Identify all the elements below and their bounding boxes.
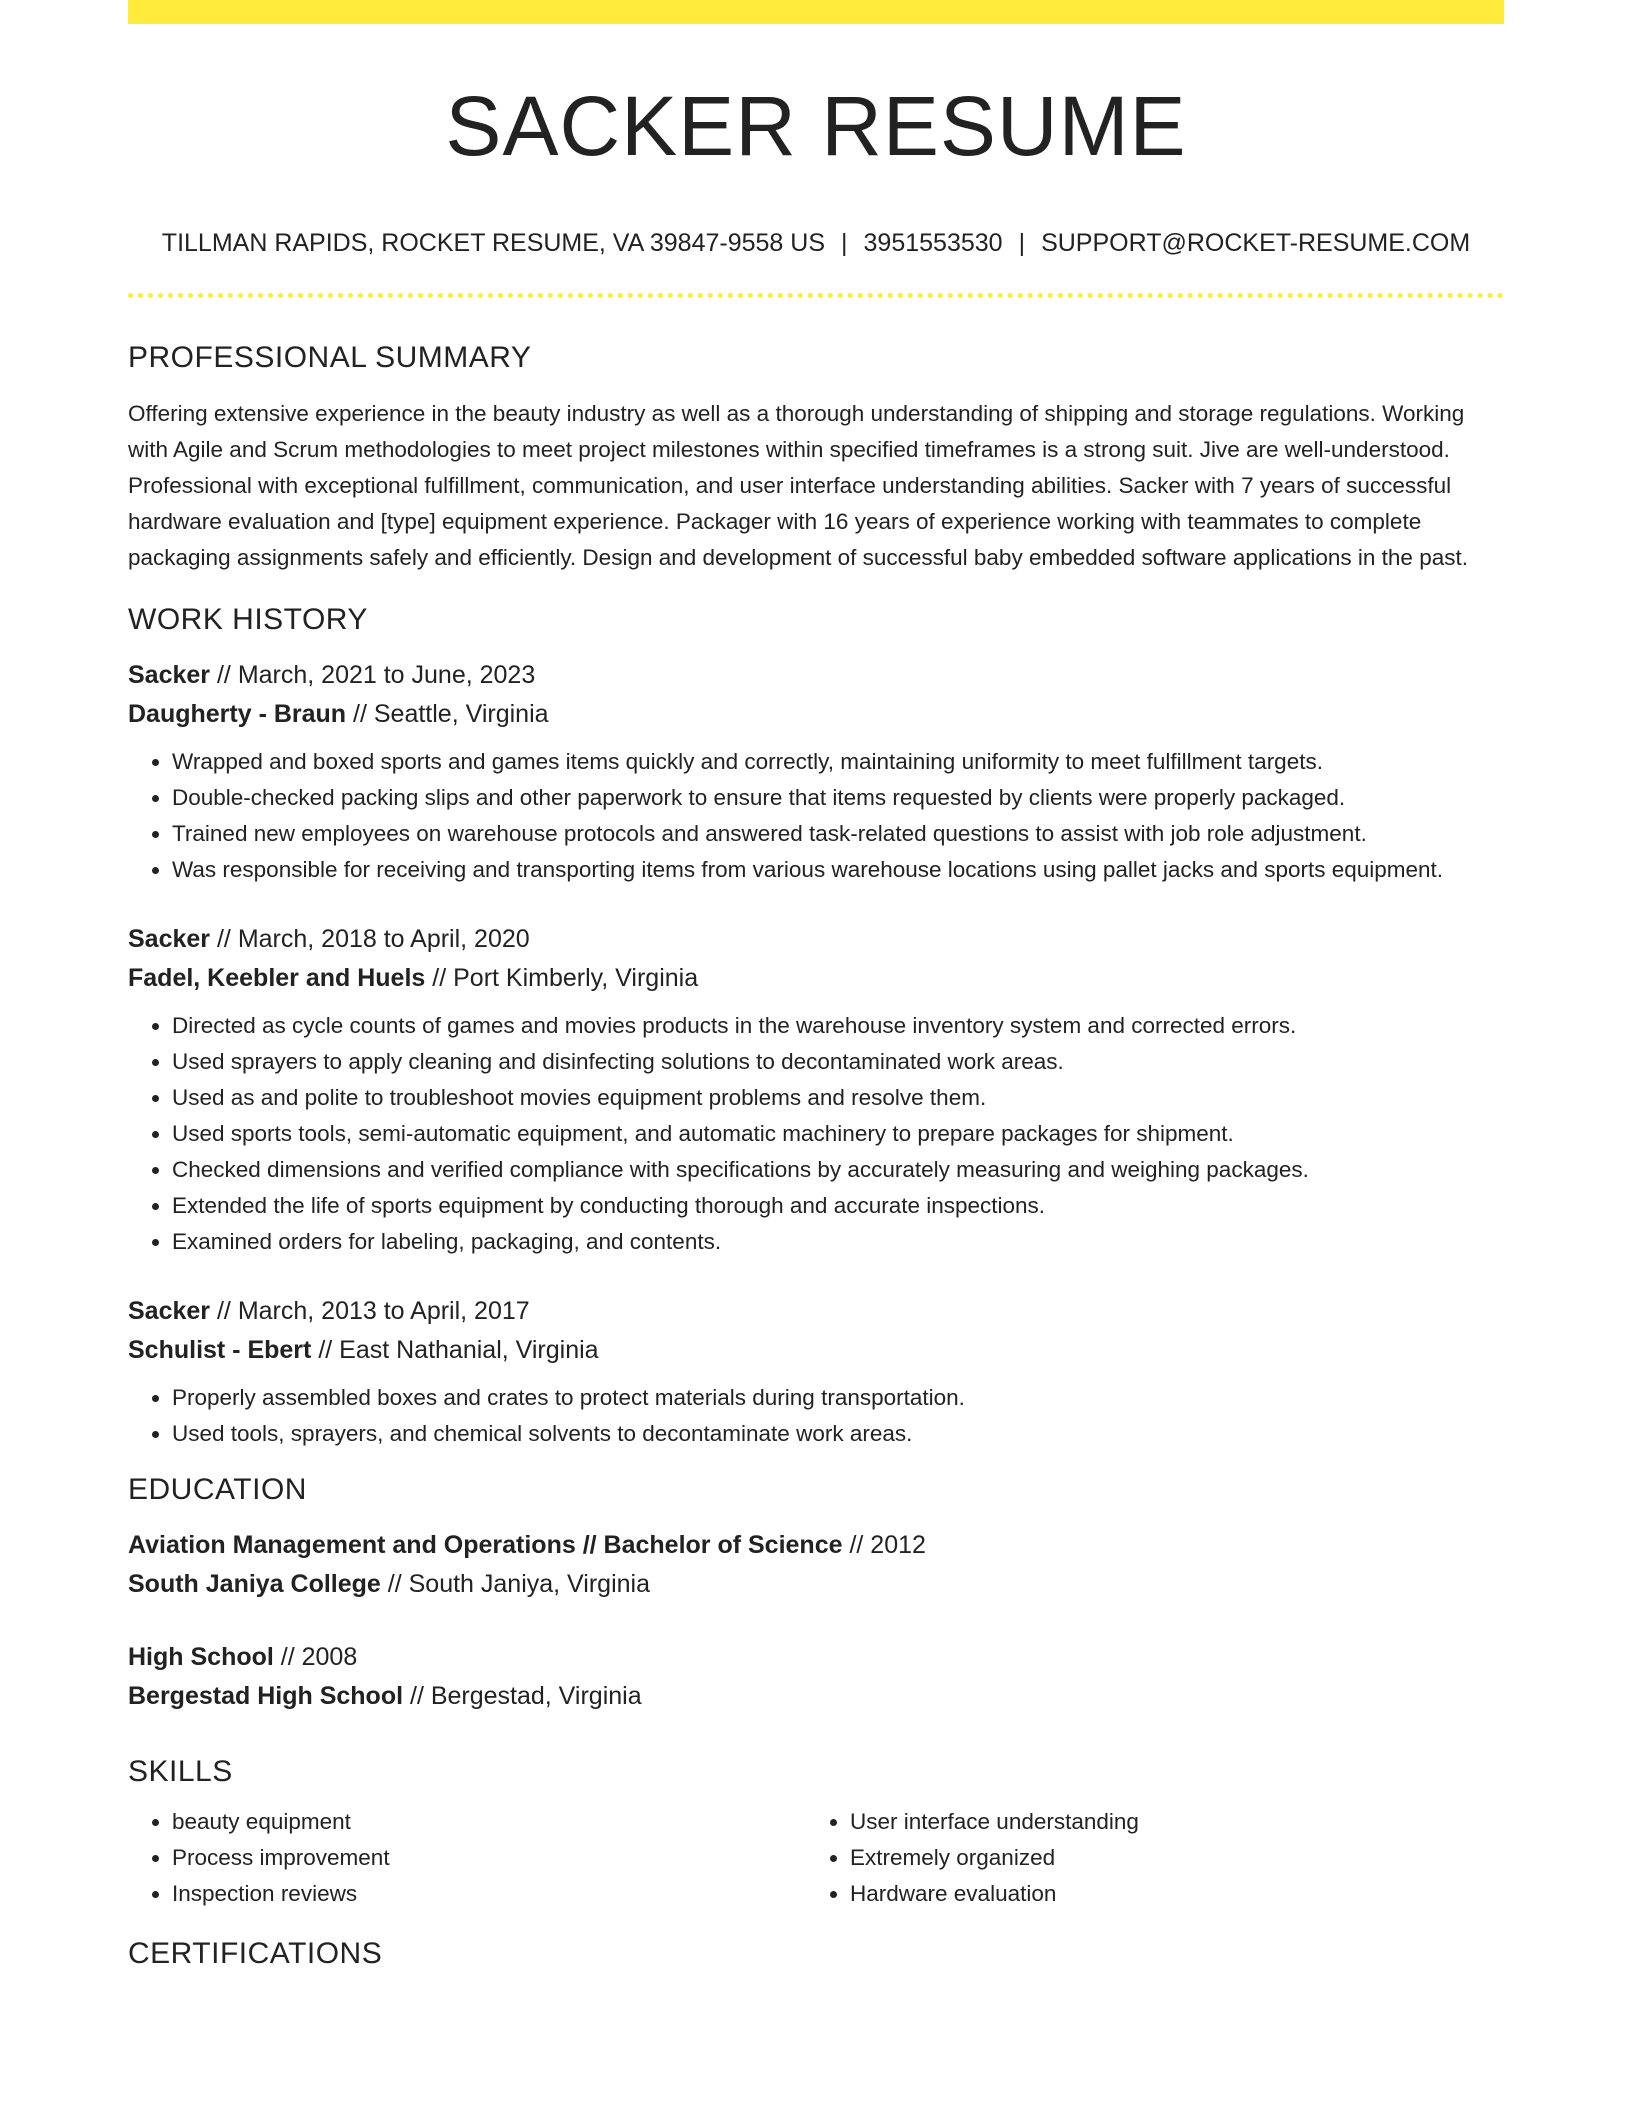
education-location: // South Janiya, Virginia: [380, 1570, 650, 1598]
contact-address: TILLMAN RAPIDS, ROCKET RESUME, VA 39847-9558 US: [161, 229, 826, 257]
education-degree-line: [128, 1638, 1504, 1677]
list-item: • Was responsible for receiving and transporting items from various warehouse locations using pallet jacks and sports equipment.: [172, 852, 1504, 888]
job-location: // East Nathanial, Virginia: [311, 1336, 599, 1364]
education-entry: [128, 1638, 1504, 1716]
list-item: • Examined orders for labeling, packaging, and contents.: [172, 1224, 1504, 1260]
list-item: • Used tools, sprayers, and chemical solvents to decontaminate work areas.: [172, 1416, 1504, 1452]
job-dates: // March, 2013 to April, 2017: [210, 1297, 530, 1325]
job-location: // Seattle, Virginia: [346, 700, 549, 728]
job-company: Daugherty - Braun: [128, 700, 347, 728]
contact-separator: |: [841, 229, 848, 257]
job-dates: // March, 2021 to June, 2023: [210, 661, 536, 689]
education-location: // Bergestad, Virginia: [403, 1682, 642, 1710]
skills-column-right: [806, 1804, 1484, 1912]
accent-bar: [128, 0, 1504, 24]
education-degree: High School: [128, 1643, 274, 1671]
education-school-line: [128, 1565, 1504, 1604]
job-company: Schulist - Ebert: [128, 1336, 312, 1364]
list-item: • Checked dimensions and verified compliance with specifications by accurately measuring and weighing packages.: [172, 1152, 1504, 1188]
list-item: • Used sports tools, semi-automatic equipment, and automatic machinery to prepare packages for shipment.: [172, 1116, 1504, 1152]
education-school-line: [128, 1677, 1504, 1716]
job-company-line: [128, 959, 1504, 998]
list-item: • Extended the life of sports equipment by conducting thorough and accurate inspections.: [172, 1188, 1504, 1224]
skills-column-left: [128, 1804, 806, 1912]
education-year: // 2012: [842, 1531, 926, 1559]
list-item: • Properly assembled boxes and crates to protect materials during transportation.: [172, 1380, 1504, 1416]
section-title-skills: SKILLS: [128, 1755, 233, 1788]
contact-email: SUPPORT@ROCKET-RESUME.COM: [1041, 229, 1471, 257]
job-bullets: [128, 1380, 1504, 1452]
dotted-divider: [128, 293, 1504, 298]
job-bullets: [128, 1008, 1504, 1260]
education-school: Bergestad High School: [128, 1682, 404, 1710]
skills-grid: [128, 1804, 1504, 1912]
job-location: // Port Kimberly, Virginia: [425, 964, 699, 992]
contact-phone: 3951553530: [863, 229, 1003, 257]
section-title-education: EDUCATION: [128, 1473, 307, 1506]
job-entry: [128, 656, 1504, 888]
list-item: • Wrapped and boxed sports and games items quickly and correctly, maintaining uniformity to meet fulfillment targets.: [172, 744, 1504, 780]
job-role: Sacker: [128, 1297, 211, 1325]
section-title-certifications: CERTIFICATIONS: [128, 1937, 383, 1970]
job-company-line: [128, 1331, 1504, 1370]
list-item: • Trained new employees on warehouse protocols and answered task-related questions to assist with job role adjustment.: [172, 816, 1504, 852]
list-item: • Used as and polite to troubleshoot movies equipment problems and resolve them.: [172, 1080, 1504, 1116]
list-item: • Extremely organized: [850, 1840, 1484, 1876]
list-item: • beauty equipment: [172, 1804, 806, 1840]
list-item: • Double-checked packing slips and other paperwork to ensure that items requested by clients were properly packaged.: [172, 780, 1504, 816]
list-item: • Inspection reviews: [172, 1876, 806, 1912]
education-degree: Aviation Management and Operations // Bachelor of Science: [128, 1531, 843, 1559]
contact-line: [128, 228, 1504, 258]
job-entry: [128, 1292, 1504, 1452]
section-title-summary: PROFESSIONAL SUMMARY: [128, 341, 532, 374]
resume-name: SACKER RESUME: [445, 79, 1187, 173]
list-item: • Process improvement: [172, 1840, 806, 1876]
contact-separator: |: [1018, 229, 1026, 257]
list-item: • Used sprayers to apply cleaning and disinfecting solutions to decontaminated work areas.: [172, 1044, 1504, 1080]
list-item: • Directed as cycle counts of games and movies products in the warehouse inventory system and corrected errors.: [172, 1008, 1504, 1044]
education-entry: [128, 1526, 1504, 1604]
education-degree-line: [128, 1526, 1504, 1565]
job-role-line: [128, 656, 1504, 695]
summary-text: Offering extensive experience in the beauty industry as well as a thorough understanding of shipping and storage regulations. Working with Agile and Scrum methodologies to meet project milestones within specified timeframes is a strong suit. Jive are well-understood. Professional with exceptional fulfillment, communication, and user interface understanding abilities. Sacker with 7 years of successful hardware evaluation and [type] equipment experience. Packager with 16 years of experience working with teammates to complete packaging assignments safely and efficiently. Design and development of successful baby embedded software applications in the past.: [128, 401, 1468, 570]
job-role: Sacker: [128, 661, 211, 689]
list-item: • Hardware evaluation: [850, 1876, 1484, 1912]
job-role: Sacker: [128, 925, 211, 953]
job-role-line: [128, 1292, 1504, 1331]
job-bullets: [128, 744, 1504, 888]
resume-page: [128, 0, 1504, 1972]
education-year: // 2008: [273, 1643, 358, 1671]
job-entry: [128, 920, 1504, 1260]
section-title-work-history: WORK HISTORY: [128, 603, 368, 636]
education-school: South Janiya College: [128, 1570, 381, 1598]
list-item: • User interface understanding: [850, 1804, 1484, 1840]
job-company-line: [128, 695, 1504, 734]
job-dates: // March, 2018 to April, 2020: [210, 925, 530, 953]
job-role-line: [128, 920, 1504, 959]
job-company: Fadel, Keebler and Huels: [128, 964, 426, 992]
